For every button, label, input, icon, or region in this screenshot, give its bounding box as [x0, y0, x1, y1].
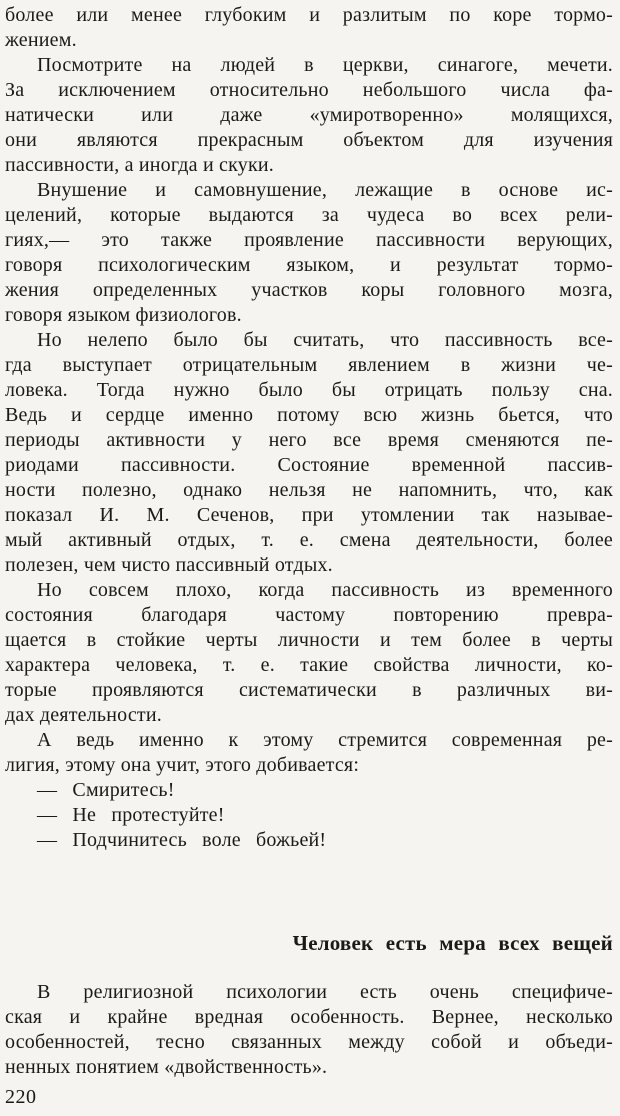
- text-line: особенностей, тесно связанных между собой и объеди-: [5, 1031, 613, 1053]
- text-line: торые проявляются систематически в различных ви-: [5, 679, 613, 701]
- text-line: они являются прекрасным объектом для изучения: [5, 129, 613, 151]
- text-line: характера человека, т. е. такие свойства личности, ко-: [5, 654, 613, 676]
- text-line: — Не протестуйте!: [37, 804, 225, 826]
- text-line: говоря языком физиологов.: [5, 304, 242, 326]
- text-line: — Подчинитесь воле божьей!: [37, 829, 327, 851]
- page-number: 220: [5, 1086, 37, 1108]
- text-line: более или менее глубоким и разлитым по коре тормо-: [5, 4, 613, 26]
- text-line: мый активный отдых, т. е. смена деятельности, более: [5, 529, 613, 551]
- text-line: гиях,— это также проявление пассивности верующих,: [5, 229, 613, 251]
- text-line: целений, которые выдаются за чудеса во всех рели-: [5, 204, 613, 226]
- text-line: В религиозной психологии есть очень специфиче-: [37, 981, 613, 1003]
- text-line: Ведь и сердце именно потому всю жизнь бьется, что: [5, 404, 613, 426]
- text-line: ская и крайне вредная особенность. Вернее, несколько: [5, 1006, 613, 1028]
- text-line: ненных понятием «двойственность».: [5, 1056, 328, 1078]
- text-line: периоды активности у него все время сменяются пе-: [5, 429, 613, 451]
- text-line: Внушение и самовнушение, лежащие в основе ис-: [37, 179, 613, 201]
- text-line: ности полезно, однако нельзя не напомнить, что, как: [5, 479, 613, 501]
- text-line: ловека. Тогда нужно было бы отрицать пользу сна.: [5, 379, 613, 401]
- text-line: показал И. М. Сеченов, при утомлении так называе-: [5, 504, 613, 526]
- text-line: пассивности, а иногда и скуки.: [5, 154, 274, 176]
- text-line: лигия, этому она учит, этого добивается:: [5, 754, 360, 776]
- section-text-block: [5, 980, 613, 1080]
- text-line: говоря психологическим языком, и результат тормо-: [5, 254, 613, 276]
- text-line: жения определенных участков коры головного мозга,: [5, 279, 613, 301]
- text-line: — Смиритесь!: [37, 779, 175, 801]
- text-line: гда выступает отрицательным явлением в жизни че-: [5, 354, 613, 376]
- body-text-block: [5, 3, 613, 853]
- text-line: риодами пассивности. Состояние временной пассив-: [5, 454, 613, 476]
- text-line: дах деятельности.: [5, 704, 162, 726]
- text-line: состояния благодаря частому повторению превра-: [5, 604, 613, 626]
- text-line: За исключением относительно небольшого числа фа-: [5, 79, 613, 101]
- text-line: полезен, чем чисто пассивный отдых.: [5, 554, 333, 576]
- section-heading: Человек есть мера всех вещей: [292, 931, 613, 955]
- text-line: Но нелепо было бы считать, что пассивность все-: [37, 329, 613, 351]
- text-line: Но совсем плохо, когда пассивность из временного: [37, 579, 613, 601]
- text-line: жением.: [5, 29, 77, 51]
- text-line: А ведь именно к этому стремится современная ре-: [37, 729, 613, 751]
- text-line: натически или даже «умиротворенно» молящихся,: [5, 104, 613, 126]
- text-line: Посмотрите на людей в церкви, синагоге, мечети.: [37, 54, 613, 76]
- text-line: щается в стойкие черты личности и тем более в черты: [5, 629, 613, 651]
